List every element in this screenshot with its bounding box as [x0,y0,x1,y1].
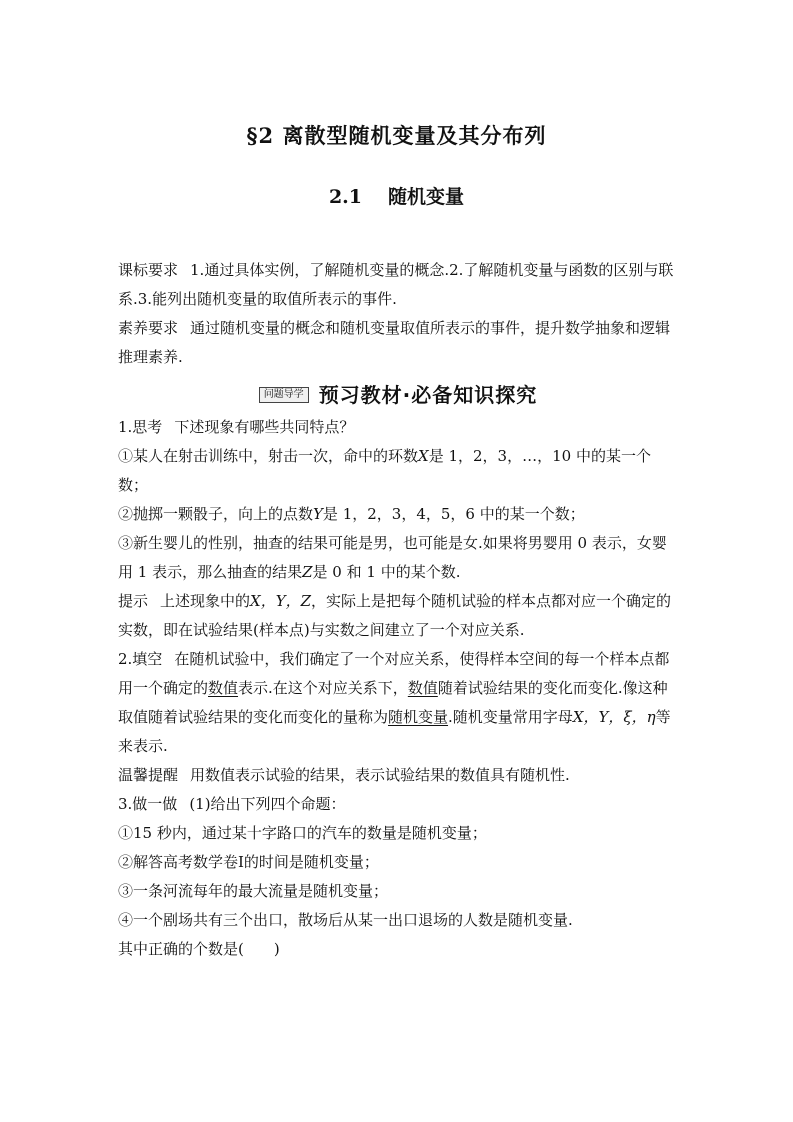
exercise-question: 其中正确的个数是( ) [118,940,280,958]
hint-text-b: ，实际上是把每个随机试验的样本点都对应一个确定的实数，即在试验结果(样本点)与实数之间建立了一个对应关系. [118,592,672,639]
literacy-requirements [118,314,678,372]
tip-paragraph [118,761,678,790]
think-question: 下述现象有哪些共同特点？ [174,418,355,436]
answer-term-3: 随机变量 [388,708,449,726]
banner-title: 预习教材·必备知识探究 [318,382,538,407]
example-3-text-a: ③新生婴儿的性别，抽查的结果可能是男，也可能是女.如果将男婴用 0 表示，女婴用 1 表示，那么抽查的结果 [118,534,667,581]
exercise-item: ④一个剧场共有三个出口，散场后从某一出口退场的人数是随机变量. [118,911,573,929]
section-subtitle [0,182,793,209]
fill-blank-label: 2.填空 [118,650,163,668]
example-item-1 [118,442,678,500]
example-2-var: Y [313,505,323,523]
exercise-heading [118,790,678,819]
fill-text-b: 表示.在这个对应关系下， [238,679,408,697]
hint-text-a: 上述现象中的 [160,592,251,610]
exercise-item: ①15 秒内，通过某十字路口的汽车的数量是随机变量； [118,824,487,842]
variable-letters: X，Y，ξ，η [572,708,656,726]
fill-text-c: 随着试验结果的变化而变化.像这种取值随着试验结果的变化而变化的量称为 [118,679,668,726]
exercise-item: ③一条河流每年的最大流量是随机变量； [118,882,389,900]
fill-text-a: 在随机试验中，我们确定了一个对应关系，使得样本空间的每一个样本点都用一个确定的 [118,650,670,697]
exercise-label: 3.做一做 [118,795,178,813]
fill-text-e: 等来表示. [118,708,671,755]
subtitle-text: 随机变量 [388,186,465,208]
subtitle-number: 2.1 [328,186,363,208]
example-2-text-b: 是 1，2，3，4，5，6 中的某一个数； [322,505,585,523]
think-heading [118,413,678,442]
tip-label: 温馨提醒 [118,766,179,784]
course-requirements-text: 1.通过具体实例，了解随机变量的概念.2.了解随机变量与函数的区别与联系.3.能列出随机变量的取值所表示的事件. [118,261,674,308]
hint-label: 提示 [118,592,149,610]
section-banner [118,377,678,413]
answer-term-2: 数值 [407,679,438,697]
fill-blank-paragraph [118,645,678,761]
course-requirements [118,256,678,314]
example-item-3 [118,529,678,587]
example-1-var: X [418,447,429,465]
exercise-intro: (1)给出下列四个命题： [189,795,346,813]
page-title: §2 离散型随机变量及其分布列 [246,123,547,148]
example-1-text-b: 是 1，2，3，…，10 中的某一个数； [118,447,651,494]
exercise-item: ②解答高考数学卷Ⅰ的时间是随机变量； [118,853,379,871]
hint-paragraph [118,587,678,645]
answer-term-1: 数值 [208,679,239,697]
example-3-text-b: 是 0 和 1 中的某个数. [312,563,461,581]
hint-vars: X，Y，Z [250,592,312,610]
example-2-text-a: ②抛掷一颗骰子，向上的点数 [118,505,314,523]
think-label: 1.思考 [118,418,163,436]
course-requirements-label: 课标要求 [118,261,179,279]
example-item-2 [118,500,678,529]
example-1-text-a: ①某人在射击训练中，射击一次，命中的环数 [118,447,419,465]
banner-tag: 问题导学 [259,387,309,403]
literacy-requirements-text: 通过随机变量的概念和随机变量取值所表示的事件，提升数学抽象和逻辑推理素养. [118,319,671,366]
fill-text-d: .随机变量常用字母 [448,708,573,726]
document-body [118,256,678,964]
example-3-var: Z [302,563,313,581]
tip-text: 用数值表示试验的结果，表示试验结果的数值具有随机性. [190,766,570,784]
literacy-requirements-label: 素养要求 [118,319,179,337]
